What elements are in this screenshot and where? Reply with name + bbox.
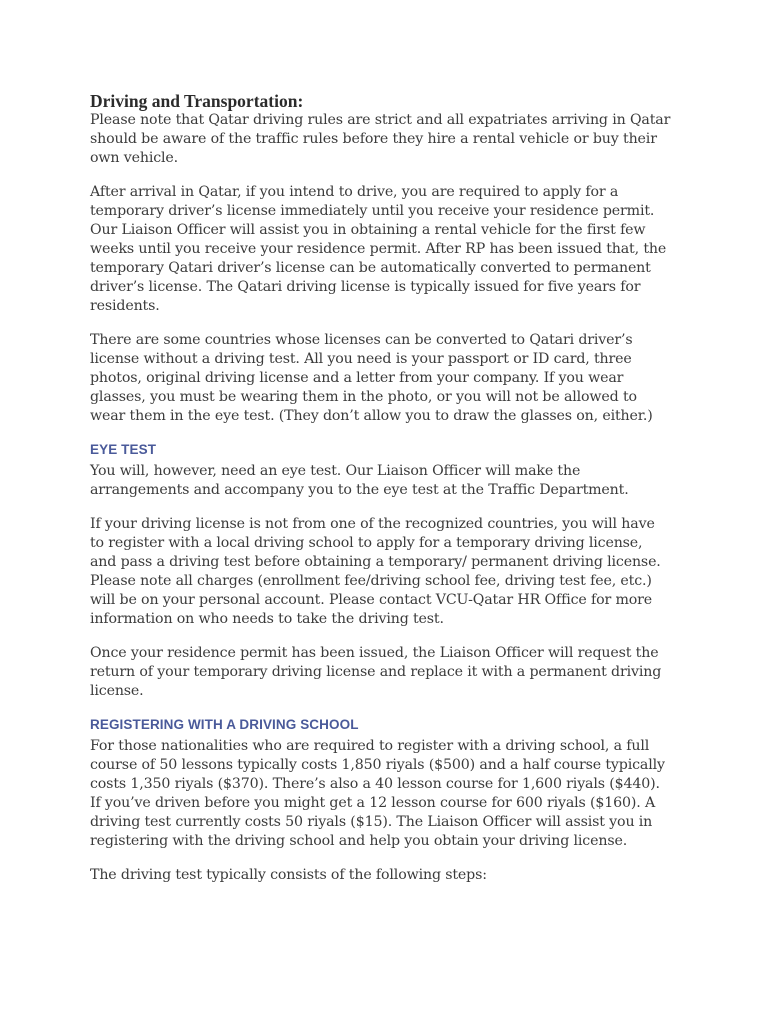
driving-school-costs-paragraph: For those nationalities who are required to register with a driving school, a full course of 50 lessons typically costs 1,850 riyals ($500) and a half course typically costs 1,350 riyals ($370). There’s also a 40 lesson course for 1,600 riyals ($440). If you’ve driven before you might get a 12 lesson course for 600 riyals ($160). A driving test currently costs 50 riyals ($15). The Liaison Officer will assist you in registering with the driving school and help you obtain your driving license.	[90, 738, 665, 849]
intro-paragraph: Please note that Qatar driving rules are strict and all expatriates arriving in Qatar should be aware of the traffic rules before they hire a rental vehicle or buy their own vehicle.	[90, 112, 671, 166]
driving-test-steps-paragraph: The driving test typically consists of the following steps:	[90, 867, 487, 883]
recognized-countries-paragraph: If your driving license is not from one of the recognized countries, you will have to register with a local driving school to apply for a temporary driving license, and pass a driving test before obtaining a temporary/ permanent driving license. Please note all charges (enrollment fee/driving school fee, driving test fee, etc.) will be on your personal account. Please contact VCU-Qatar HR Office for more information on who needs to take the driving test.	[90, 516, 661, 627]
countries-paragraph: There are some countries whose licenses can be converted to Qatari driver’s license without a driving test. All you need is your passport or ID card, three photos, original driving license and a letter from your company. If you wear glasses, you must be wearing them in the photo, or you will not be allowed to wear them in the eye test. (They don’t allow you to draw the glasses on, either.)	[90, 332, 653, 424]
eye-test-paragraph: You will, however, need an eye test. Our Liaison Officer will make the arrangements and accompany you to the eye test at the Traffic Department.	[90, 463, 629, 498]
driving-school-heading: REGISTERING WITH A DRIVING SCHOOL	[90, 717, 359, 732]
arrival-paragraph: After arrival in Qatar, if you intend to drive, you are required to apply for a temporary driver’s license immediately until you receive your residence permit. Our Liaison Officer will assist you in obtaining a rental vehicle for the first few weeks until you receive your residence permit. After RP has been issued that, the temporary Qatari driver’s license can be automatically converted to permanent driver’s license. The Qatari driving license is typically issued for five years for residents.	[90, 184, 667, 314]
eye-test-heading: EYE TEST	[90, 442, 157, 457]
residence-permit-paragraph: Once your residence permit has been issued, the Liaison Officer will request the return of your temporary driving license and replace it with a permanent driving license.	[90, 645, 662, 699]
page-title: Driving and Transportation:	[90, 91, 304, 111]
